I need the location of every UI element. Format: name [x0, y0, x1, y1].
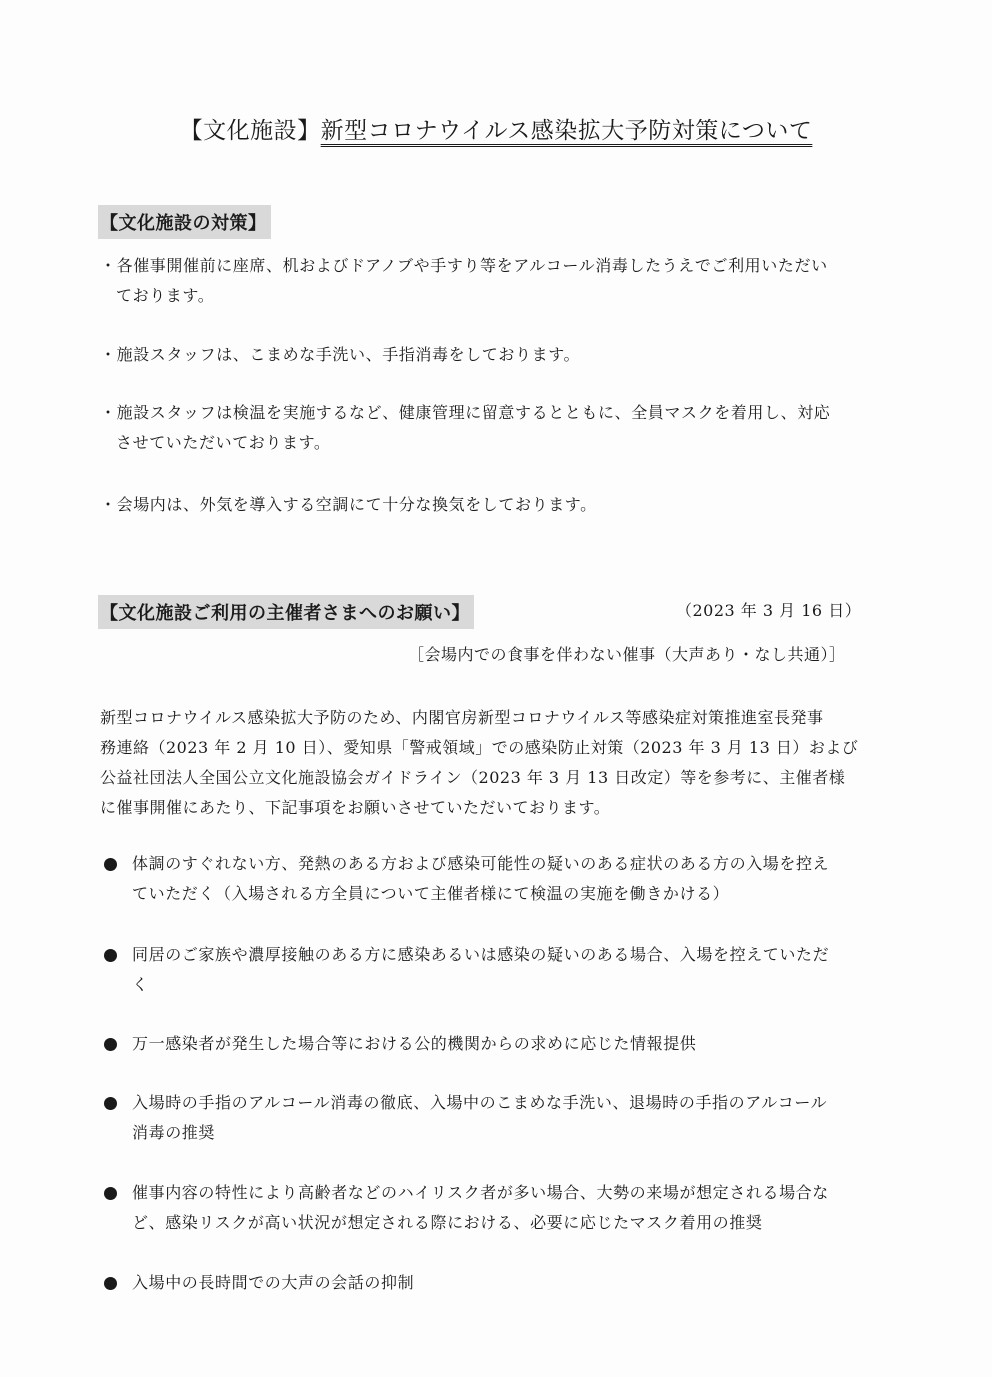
bullet-line: ていただく（入場される方全員について主催者様にて検温の実施を働きかける） [132, 884, 730, 903]
list-item-line: させていただいております。 [116, 433, 331, 452]
bullet-dot-icon [104, 1038, 117, 1051]
bullet-line: 同居のご家族や濃厚接触のある方に感染あるいは感染の疑いのある場合、入場を控えていただ [132, 945, 830, 964]
section-heading-organizer-requests: 【文化施設ご利用の主催者さまへのお願い】 [98, 595, 474, 629]
list-item [100, 398, 890, 458]
list-item [100, 251, 890, 311]
bullet-line: 入場時の手指のアルコール消毒の徹底、入場中のこまめな手洗い、退場時の手指のアルコール [132, 1093, 828, 1112]
bullet-line: 入場中の長時間での大声の会話の抑制 [132, 1273, 415, 1292]
section-heading-facility-measures: 【文化施設の対策】 [98, 205, 271, 239]
bullet-dot-icon [104, 858, 117, 871]
scope-note: ［会場内での食事を伴わない催事（大声あり・なし共通）］ [408, 645, 846, 664]
title-main: 新型コロナウイルス感染拡大予防対策について [320, 118, 813, 144]
intro-line: 公益社団法人全国公立文化施設協会ガイドライン（2023 年 3 月 13 日改定）等を参考に、主催者様 [100, 768, 846, 787]
bullet-line: く [132, 975, 149, 994]
bullet-dot-icon [104, 949, 117, 962]
list-item [100, 340, 890, 370]
bullet-line: 万一感染者が発生した場合等における公的機関からの求めに応じた情報提供 [132, 1034, 697, 1053]
bullet-line: 消毒の推奨 [132, 1123, 216, 1142]
list-item-line: ・施設スタッフは検温を実施するなど、健康管理に留意するとともに、全員マスクを着用し、対応 [100, 403, 831, 422]
bullet-line: 体調のすぐれない方、発熱のある方および感染可能性の疑いのある症状のある方の入場を控え [132, 854, 830, 873]
document-title [0, 112, 992, 145]
bullet-dot-icon [104, 1187, 117, 1200]
bullet-dot-icon [104, 1097, 117, 1110]
list-item-line: ・施設スタッフは、こまめな手洗い、手指消毒をしております。 [100, 345, 581, 364]
bullet-item [104, 1029, 894, 1059]
bullet-line: 催事内容の特性により高齢者などのハイリスク者が多い場合、大勢の来場が想定される場合な [132, 1183, 829, 1202]
bullet-item [104, 940, 894, 1000]
bullet-item [104, 849, 894, 909]
list-item [100, 490, 890, 520]
list-item-line: ・会場内は、外気を導入する空調にて十分な換気をしております。 [100, 495, 597, 514]
intro-line: に催事開催にあたり、下記事項をお願いさせていただいております。 [100, 798, 611, 817]
intro-paragraph [100, 703, 900, 823]
bullet-line: ど、感染リスクが高い状況が想定される際における、必要に応じたマスク着用の推奨 [132, 1213, 763, 1232]
list-item-line: ・各催事開催前に座席、机およびドアノブや手すり等をアルコール消毒したうえでご利用いただい [100, 256, 828, 275]
bullet-item [104, 1088, 894, 1148]
bullet-item [104, 1178, 894, 1238]
bullet-item [104, 1268, 894, 1298]
intro-line: 新型コロナウイルス感染拡大予防のため、内閣官房新型コロナウイルス等感染症対策推進室長発事 [100, 708, 824, 727]
bullet-dot-icon [104, 1277, 117, 1290]
intro-line: 務連絡（2023 年 2 月 10 日）、愛知県「警戒領域」での感染防止対策（2023 年 3 月 13 日）および [100, 738, 859, 757]
list-item-line: ております。 [116, 286, 215, 305]
title-prefix: 【文化施設】 [179, 118, 321, 144]
issue-date: （2023 年 3 月 16 日） [676, 601, 862, 620]
